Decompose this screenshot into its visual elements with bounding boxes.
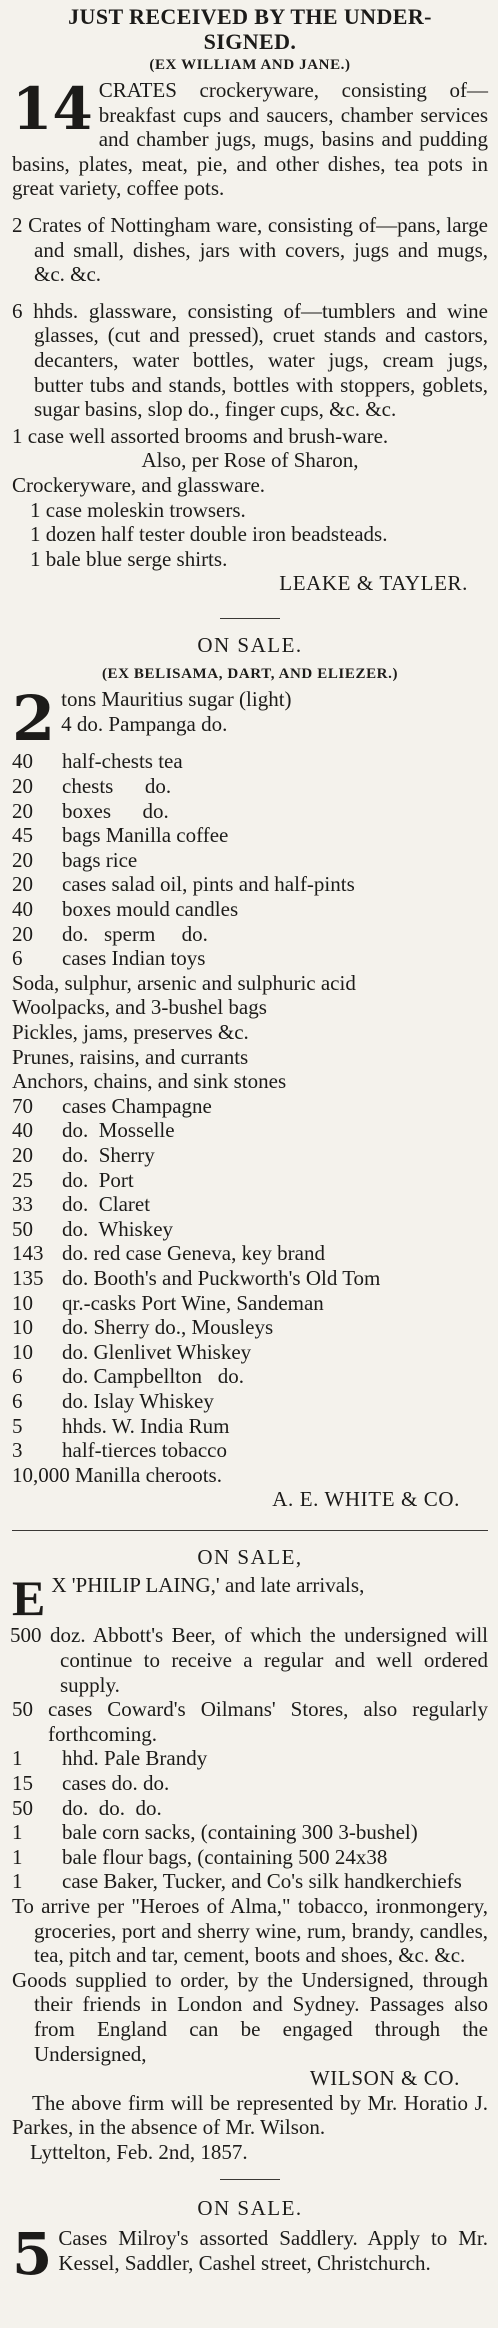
- list-item: [12, 1845, 488, 1870]
- item-quantity: 6: [12, 946, 23, 971]
- item-description: do. Campbellton do.: [62, 1364, 244, 1389]
- item-quantity: 45: [12, 823, 33, 848]
- list-item: Pickles, jams, preserves &c.: [12, 1020, 249, 1044]
- ad-paragraph: 6 hhds. glassware, consisting of—tumblers and wine glasses, (cut and pressed), cruet stands and castors, decanters, water bottles, water jugs, cream jugs, butter tubs and stands, bottles with stoppers, goblets, sugar basins, slop do., finger cups, &c. &c.: [12, 298, 488, 422]
- drop-numeral: 14: [12, 75, 93, 143]
- item-quantity: 20: [12, 798, 33, 823]
- list-item: [12, 848, 488, 873]
- list-item: Anchors, chains, and sink stones: [12, 1069, 287, 1094]
- item-quantity: 20: [12, 847, 33, 872]
- list-item: [12, 1291, 488, 1316]
- item-quantity: 3: [12, 1438, 23, 1463]
- drop-letter: E: [12, 1570, 46, 1627]
- ad-line: 1 bale blue serge shirts.: [30, 546, 228, 571]
- list-item: [12, 946, 488, 971]
- ad-heading: ON SALE,: [197, 1544, 303, 1569]
- item-description: do. Mosselle: [62, 1118, 175, 1143]
- advertisement-leake-tayler: [12, 4, 488, 596]
- item-quantity: 1: [12, 1869, 23, 1894]
- list-item: [12, 1389, 488, 1414]
- item-description: chests do.: [62, 774, 172, 799]
- item-quantity: 20: [12, 872, 33, 897]
- ad-line: Also, per Rose of Sharon,: [141, 448, 359, 473]
- item-quantity: 33: [12, 1192, 33, 1217]
- item-description: boxes mould candles: [62, 897, 239, 922]
- item-quantity: 6: [12, 1364, 23, 1389]
- item-quantity: 15: [12, 1771, 33, 1796]
- item-description: cases do. do.: [62, 1771, 170, 1796]
- item-list: [12, 1094, 488, 1463]
- ad-paragraph: [12, 1570, 488, 1627]
- ad-heading-continued: SIGNED.: [203, 29, 297, 54]
- item-description: bale flour bags, (containing 500 24x38: [62, 1844, 388, 1869]
- item-quantity: 1: [12, 1746, 23, 1771]
- drop-numeral: 2: [12, 682, 56, 756]
- divider: [220, 2179, 280, 2180]
- ad-paragraph: [12, 682, 488, 756]
- item-quantity: 40: [12, 749, 33, 774]
- ad-signature: A. E. WHITE & CO.: [272, 1487, 460, 1512]
- item-description: do. Whiskey: [62, 1216, 174, 1241]
- ad-paragraph: 2 Crates of Nottingham ware, consisting of—pans, large and small, dishes, jars with covers, jugs and mugs, &c. &c.: [12, 212, 488, 287]
- item-description: do. Glenlivet Whiskey: [62, 1339, 252, 1364]
- list-item: [12, 1796, 488, 1821]
- list-item: [12, 1168, 488, 1193]
- item-description: bags Manilla coffee: [62, 823, 229, 848]
- item-description: do. do. do.: [62, 1795, 162, 1820]
- list-item: Soda, sulphur, arsenic and sulphuric acid: [12, 970, 356, 995]
- item-description: bags rice: [62, 847, 138, 872]
- list-item: [12, 1438, 488, 1463]
- item-description: case Baker, Tucker, and Co's silk handkerchiefs: [62, 1869, 462, 1894]
- ad-line: 1 dozen half tester double iron beadsteads.: [30, 522, 388, 547]
- item-description: cases Indian toys: [62, 946, 206, 971]
- item-quantity: 10: [12, 1290, 33, 1315]
- ad-line: 1 case moleskin trowsers.: [30, 497, 246, 522]
- list-item: [12, 1746, 488, 1771]
- list-item: [12, 823, 488, 848]
- ad-paragraph: [12, 2220, 488, 2289]
- divider: [12, 1530, 488, 1531]
- item-list: [12, 971, 488, 1094]
- item-quantity: 20: [12, 1142, 33, 1167]
- item-description: do. Sherry do., Mousleys: [62, 1315, 274, 1340]
- ad-subheading: (EX BELISAMA, DART, AND ELIEZER.): [101, 666, 399, 683]
- item-quantity: 10: [12, 1315, 33, 1340]
- item-description: cases salad oil, pints and half-pints: [62, 872, 355, 897]
- advertisement-wilson: [12, 1545, 488, 2165]
- list-item: [12, 1315, 488, 1340]
- item-quantity: 50: [12, 1795, 33, 1820]
- ad-paragraph: To arrive per "Heroes of Alma," tobacco, ironmongery, groceries, port and sherry wine, rum, brandy, candles, tea, pitch and tar, cement, boots and shoes, &c. &c.: [12, 1894, 488, 1968]
- list-item: [12, 1414, 488, 1439]
- ad-line: 4 do. Pampanga do.: [61, 712, 228, 737]
- ad-line: 10,000 Manilla cheroots.: [12, 1462, 222, 1487]
- list-item: [12, 799, 488, 824]
- ad-heading: ON SALE.: [197, 632, 303, 657]
- divider: [220, 618, 280, 619]
- list-item: Prunes, raisins, and currants: [12, 1044, 249, 1069]
- item-quantity: 20: [12, 774, 33, 799]
- item-description: do. red case Geneva, key brand: [62, 1241, 325, 1266]
- ad-line: 1 case well assorted brooms and brush-ware.: [12, 423, 389, 448]
- item-list: [12, 749, 488, 970]
- item-quantity: 135: [12, 1265, 44, 1290]
- advertisement-white: [12, 633, 488, 1512]
- ad-text: Cases Milroy's assorted Saddlery. Apply to Mr. Kessel, Saddler, Cashel street, Christchurch.: [58, 2226, 488, 2275]
- item-description: do. Port: [62, 1167, 134, 1192]
- list-item: [12, 1143, 488, 1168]
- list-item: Woolpacks, and 3-bushel bags: [12, 995, 267, 1020]
- item-description: do. Claret: [62, 1192, 151, 1217]
- ad-subheading: (EX WILLIAM AND JANE.): [149, 57, 351, 73]
- ad-paragraph: 50 cases Coward's Oilmans' Stores, also regularly forthcoming.: [12, 1697, 488, 1746]
- item-description: qr.-casks Port Wine, Sandeman: [62, 1290, 324, 1315]
- list-item: [12, 1340, 488, 1365]
- item-description: half-chests tea: [62, 749, 183, 774]
- list-item: [12, 1771, 488, 1796]
- item-quantity: 40: [12, 897, 33, 922]
- item-description: do. sperm do.: [62, 921, 208, 946]
- item-quantity: 50: [12, 1216, 33, 1241]
- item-description: do. Sherry: [62, 1142, 155, 1167]
- item-description: half-tierces tobacco: [62, 1438, 227, 1463]
- list-item: [12, 1094, 488, 1119]
- ad-paragraph: 500 doz. Abbott's Beer, of which the undersigned will continue to receive a regular and well ordered supply.: [10, 1623, 488, 1697]
- list-item: [12, 1820, 488, 1845]
- item-quantity: 1: [12, 1844, 23, 1869]
- list-item: [12, 774, 488, 799]
- ad-heading: ON SALE.: [197, 2195, 303, 2220]
- item-quantity: 6: [12, 1388, 23, 1413]
- item-quantity: 5: [12, 1413, 23, 1438]
- item-description: boxes do.: [62, 798, 169, 823]
- list-item: [12, 922, 488, 947]
- item-description: hhd. Pale Brandy: [62, 1746, 208, 1771]
- ad-text: X 'PHILIP LAING,' and late arrivals,: [51, 1573, 365, 1598]
- item-quantity: 143: [12, 1241, 44, 1266]
- item-quantity: 20: [12, 921, 33, 946]
- item-description: do. Booth's and Puckworth's Old Tom: [62, 1265, 381, 1290]
- item-quantity: 10: [12, 1339, 33, 1364]
- ad-signature: WILSON & CO.: [309, 2066, 460, 2091]
- ad-paragraph: Goods supplied to order, by the Undersigned, through their friends in London and Sydney. Passages also from England can be engaged through the Undersigned,: [12, 1967, 488, 2066]
- list-item: [12, 1869, 488, 1894]
- ad-text: CRATES crockeryware, consisting of—breakfast cups and saucers, chamber services and chamber jugs, mugs, basins and pudding basins, plates, meat, pie, and other dishes, tea pots in great variety, coffee pots.: [12, 78, 488, 201]
- list-item: [12, 897, 488, 922]
- ad-paragraph: The above firm will be represented by Mr. Horatio J. Parkes, in the absence of Mr. Wilson.: [12, 2090, 488, 2140]
- item-quantity: 40: [12, 1118, 33, 1143]
- ad-signature: LEAKE & TAYLER.: [279, 571, 468, 596]
- item-description: do. Islay Whiskey: [62, 1388, 214, 1413]
- list-item: [12, 1266, 488, 1291]
- item-quantity: 1: [12, 1820, 23, 1845]
- list-item: [12, 1364, 488, 1389]
- ad-paragraph: [12, 75, 488, 201]
- ad-line: tons Mauritius sugar (light): [61, 687, 292, 712]
- item-list: [12, 1746, 488, 1894]
- item-description: cases Champagne: [62, 1093, 212, 1118]
- ad-line: Crockeryware, and glassware.: [12, 472, 266, 497]
- drop-numeral: 5: [12, 2220, 53, 2289]
- item-quantity: 25: [12, 1167, 33, 1192]
- advertisement-milroy: [12, 2195, 488, 2289]
- list-item: [12, 872, 488, 897]
- list-item: [12, 1217, 488, 1242]
- list-item: [12, 1192, 488, 1217]
- list-item: [12, 1118, 488, 1143]
- item-description: hhds. W. India Rum: [62, 1413, 230, 1438]
- item-description: bale corn sacks, (containing 300 3-bushel): [62, 1820, 418, 1845]
- item-quantity: 70: [12, 1093, 33, 1118]
- ad-dateline: Lyttelton, Feb. 2nd, 1857.: [30, 2139, 248, 2164]
- list-item: [12, 749, 488, 774]
- list-item: [12, 1241, 488, 1266]
- ad-heading: JUST RECEIVED BY THE UNDER-: [68, 4, 432, 29]
